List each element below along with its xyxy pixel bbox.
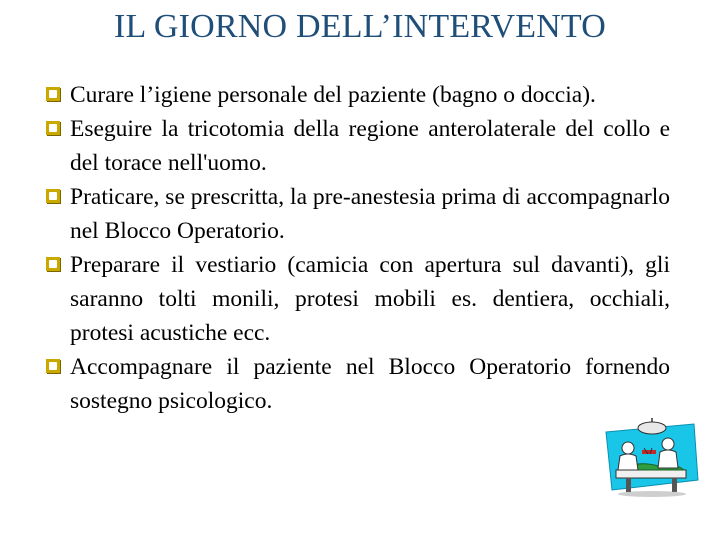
checkbox-square-bullet-icon [46,359,60,373]
bullet-text: Accompagnare il paziente nel Blocco Operatorio fornendo sostegno psicologico. [70,354,670,414]
checkbox-square-bullet-icon [46,87,60,101]
bullet-text: Preparare il vestiario (camicia con apertura sul davanti), gli saranno tolti monili, protesi mobili es. dentiera, occhiali, protesi acustiche ecc. [70,252,670,346]
bullet-list [44,78,670,418]
checkbox-square-bullet-icon [46,257,60,271]
checkbox-square-bullet-icon [46,121,60,135]
bullet-text: Curare l’igiene personale del paziente (bagno o doccia). [70,82,596,108]
checkbox-square-bullet-icon [46,189,60,203]
surgery-team-clipart-icon [598,418,702,498]
bullet-item [44,350,670,418]
slide-title: IL GIORNO DELL’INTERVENTO [113,8,607,45]
bullet-item [44,78,670,112]
bullet-text: Eseguire la tricotomia della regione anterolaterale del collo e del torace nell'uomo. [70,116,670,176]
bullet-item [44,248,670,350]
bullet-item [44,112,670,180]
bullet-text: Praticare, se prescritta, la pre-anestesia prima di accompagnarlo nel Blocco Operatorio. [70,184,670,244]
bullet-item [44,180,670,248]
